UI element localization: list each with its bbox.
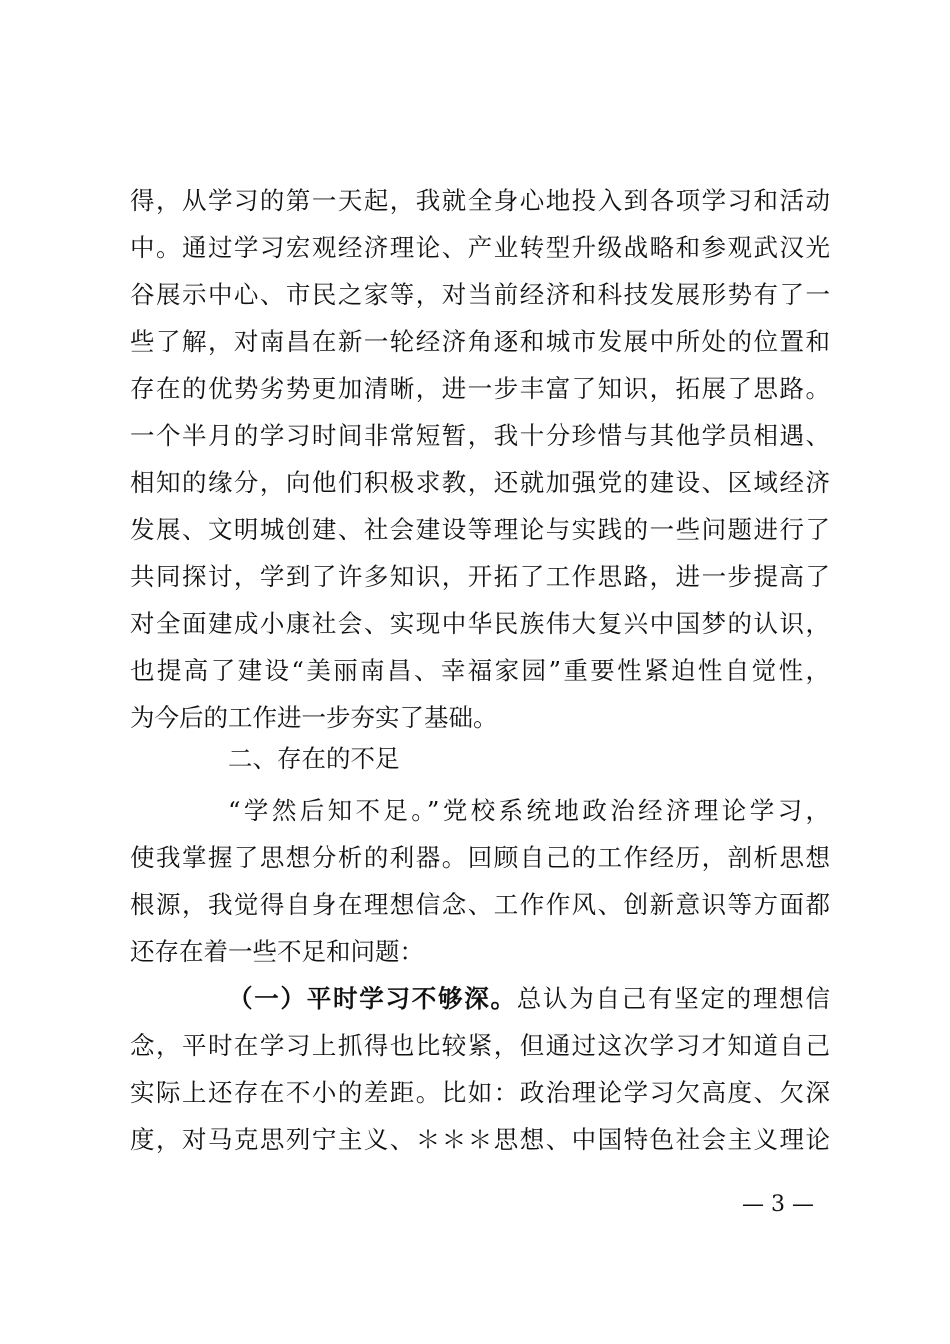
text-line: 度，对马克思列宁主义、＊＊＊思想、中国特色社会主义理论	[130, 1125, 830, 1154]
text-line: 相知的缘分，向他们积极求教，还就加强党的建设、区域经济	[130, 468, 830, 497]
text-line: 念，平时在学习上抓得也比较紧，但通过这次学习才知道自己	[130, 1031, 830, 1060]
section-heading: 二、存在的不足	[228, 744, 400, 773]
text-run: 总认为自己有坚定的理想信	[516, 984, 830, 1013]
text-line: 为今后的工作进一步夯实了基础。	[130, 703, 498, 732]
text-line: 发展、文明城创建、社会建设等理论与实践的一些问题进行了	[130, 515, 830, 544]
text-line: 也提高了建设“美丽南昌、幸福家园”重要性紧迫性自觉性，	[130, 656, 830, 685]
text-line: 对全面建成小康社会、实现中华民族伟大复兴中国梦的认识，	[130, 609, 830, 638]
subsection-lead: （一）平时学习不够深。	[228, 984, 517, 1013]
text-line: 还存在着一些不足和问题：	[130, 937, 424, 966]
text-line: 实际上还存在不小的差距。比如：政治理论学习欠高度、欠深	[130, 1078, 830, 1107]
text-line: 一个半月的学习时间非常短暂，我十分珍惜与其他学员相遇、	[130, 421, 830, 450]
text-line: “学然后知不足。”党校系统地政治经济理论学习，	[228, 796, 830, 825]
text-line: 得，从学习的第一天起，我就全身心地投入到各项学习和活动	[130, 186, 830, 215]
text-line: 中。通过学习宏观经济理论、产业转型升级战略和参观武汉光	[130, 233, 830, 262]
text-line: 共同探讨，学到了许多知识，开拓了工作思路，进一步提高了	[130, 562, 830, 591]
text-line: 存在的优势劣势更加清晰，进一步丰富了知识，拓展了思路。	[130, 374, 830, 403]
text-line: 根源，我觉得自身在理想信念、工作作风、创新意识等方面都	[130, 890, 830, 919]
text-line: 使我掌握了思想分析的利器。回顾自己的工作经历，剖析思想	[130, 843, 830, 872]
text-line: 谷展示中心、市民之家等，对当前经济和科技发展形势有了一	[130, 280, 830, 309]
page-number: — 3 —	[742, 1192, 814, 1217]
text-line: 些了解，对南昌在新一轮经济角逐和城市发展中所处的位置和	[130, 327, 830, 356]
text-line	[228, 982, 830, 1016]
